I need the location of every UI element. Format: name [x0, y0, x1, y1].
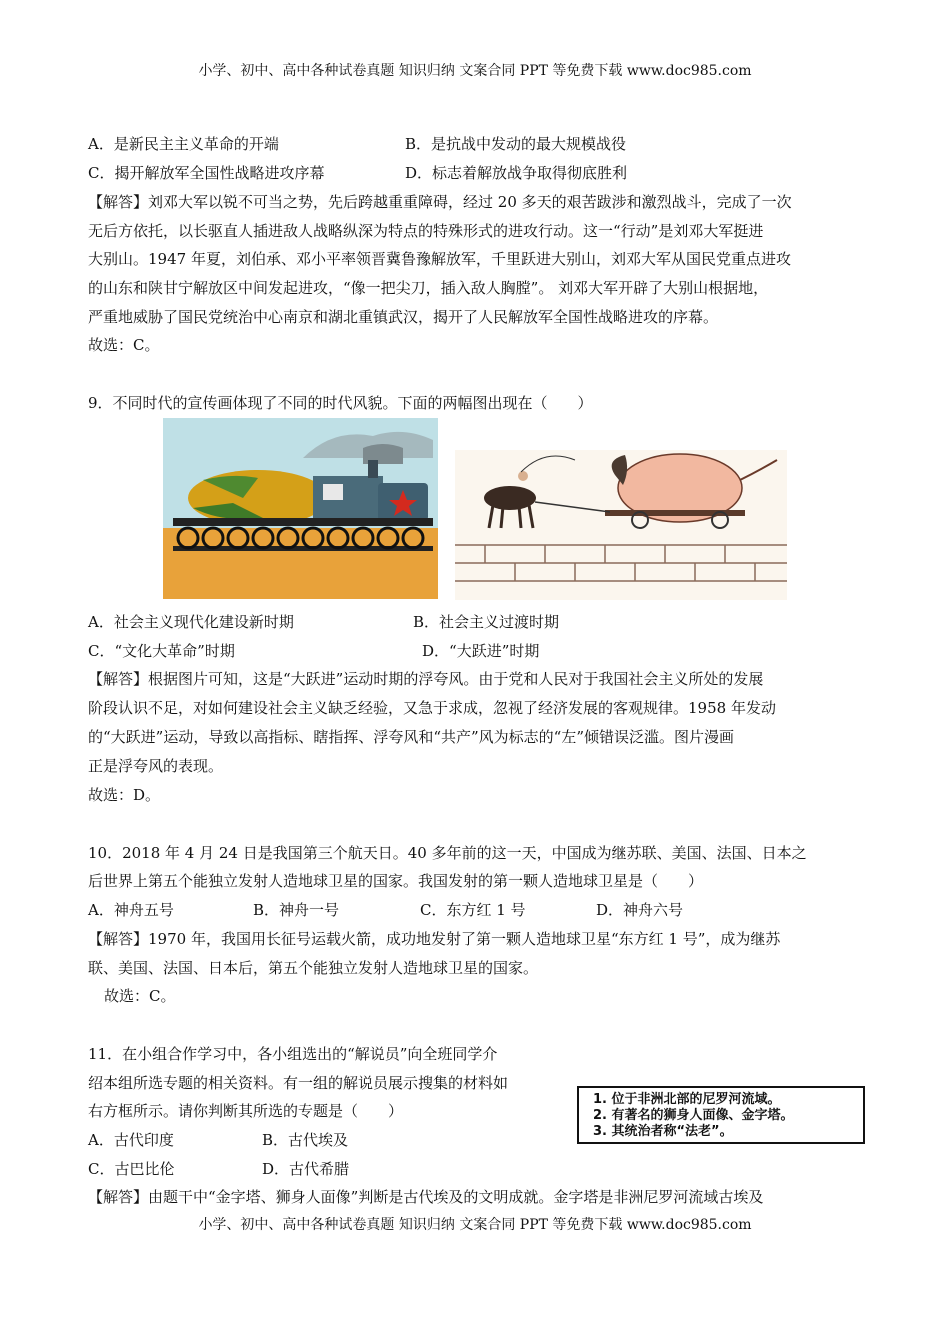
q10-choice: 故选：C。: [104, 987, 176, 1005]
q8-answer-line-3: 大别山。1947 年夏，刘伯承、邓小平率领晋冀鲁豫解放军，千里跃进大别山，刘邓大军从国民党重点进攻: [88, 250, 791, 268]
q8-option-a: A．是新民主主义革命的开端: [88, 135, 279, 153]
q9-answer-line-3: 的“大跃进”运动，导致以高指标、瞎指挥、浮夸风和“共产”风为标志的“左”倾错误泛滥。图片漫画: [88, 728, 735, 746]
ox-cart-cartoon: [455, 450, 787, 600]
q8-answer-line-5: 严重地威胁了国民党统治中心南京和湖北重镇武汉，揭开了人民解放军全国性战略进攻的序幕。: [88, 308, 719, 326]
q9-stem: 9．不同时代的宣传画体现了不同的时代风貌。下面的两幅图出现在（ ）: [88, 394, 593, 412]
q9-option-d: D．“大跃进”时期: [422, 642, 540, 660]
q8-option-c: C．揭开解放军全国性战略进攻序幕: [88, 164, 325, 182]
q10-stem-line-2: 后世界上第五个能独立发射人造地球卫星的国家。我国发射的第一颗人造地球卫星是（ ）: [88, 872, 704, 890]
q10-option-d: D．神舟六号: [596, 901, 684, 919]
q8-option-b: B．是抗战中发动的最大规模战役: [405, 135, 627, 153]
q10-option-a: A．神舟五号: [88, 901, 174, 919]
q11-option-d: D．古代希腊: [262, 1160, 350, 1178]
q11-stem-line-3: 右方框所示。请你判断其所选的专题是（ ）: [88, 1102, 404, 1120]
q10-answer-line-2: 联、美国、法国、日本后，第五个能独立发射人造地球卫星的国家。: [88, 959, 539, 977]
page-footer: 小学、初中、高中各种试卷真题 知识归纳 文案合同 PPT 等免费下载 www.doc985.com: [198, 1217, 752, 1233]
q9-option-c: C．“文化大革命”时期: [88, 642, 235, 660]
q9-option-b: B．社会主义过渡时期: [413, 613, 560, 631]
q11-box-item-2: 2. 有著名的狮身人面像、金字塔。: [593, 1108, 794, 1123]
q9-answer-line-1: 【解答】根据图片可知，这是“大跃进”运动时期的浮夸风。由于党和人民对于我国社会主义所处的发展: [88, 670, 764, 688]
q9-choice: 故选：D。: [88, 786, 161, 804]
q11-box-item-1: 1. 位于非洲北部的尼罗河流域。: [593, 1092, 781, 1107]
q11-stem-line-1: 11．在小组合作学习中，各小组选出的“解说员”向全班同学介: [88, 1045, 498, 1063]
q11-answer-line-1: 【解答】由题干中“金字塔、狮身人面像”判断是古代埃及的文明成就。金字塔是非洲尼罗河流域古埃及: [88, 1188, 764, 1206]
q10-option-b: B．神舟一号: [253, 901, 340, 919]
q8-answer-line-1: 【解答】刘邓大军以锐不可当之势，先后跨越重重障碍，经过 20 多天的艰苦跋涉和激烈战斗，完成了一次: [88, 193, 792, 211]
q10-option-c: C．东方红 1 号: [420, 901, 526, 919]
corn-train-poster: [163, 418, 438, 599]
q11-option-b: B．古代埃及: [262, 1131, 349, 1149]
q8-option-d: D．标志着解放战争取得彻底胜利: [405, 164, 628, 182]
q11-material-box: [577, 1086, 865, 1144]
q10-answer-line-1: 【解答】1970 年，我国用长征号运载火箭，成功地发射了第一颗人造地球卫星“东方红 1 号”，成为继苏: [88, 930, 781, 948]
q10-stem-line-1: 10．2018 年 4 月 24 日是我国第三个航天日。40 多年前的这一天，中国成为继苏联、美国、法国、日本之: [88, 844, 807, 862]
q8-choice: 故选：C。: [88, 336, 160, 354]
q11-option-c: C．古巴比伦: [88, 1160, 175, 1178]
q11-stem-line-2: 绍本组所选专题的相关资料。有一组的解说员展示搜集的材料如: [88, 1074, 509, 1092]
q11-box-item-3: 3. 其统治者称“法老”。: [593, 1124, 733, 1139]
page-header: 小学、初中、高中各种试卷真题 知识归纳 文案合同 PPT 等免费下载 www.doc985.com: [198, 63, 752, 79]
q9-answer-line-4: 正是浮夸风的表现。: [88, 757, 224, 775]
q8-answer-line-2: 无后方依托，以长驱直人插进敌人战略纵深为特点的特殊形式的进攻行动。这一“行动”是刘邓大军挺进: [88, 222, 764, 240]
q11-option-a: A．古代印度: [88, 1131, 174, 1149]
q9-answer-line-2: 阶段认识不足，对如何建设社会主义缺乏经验，又急于求成，忽视了经济发展的客观规律。1958 年发动: [88, 699, 776, 717]
q8-answer-line-4: 的山东和陕甘宁解放区中间发起进攻，“像一把尖刀，插入敌人胸膛”。 刘邓大军开辟了大别山根据地，: [88, 279, 769, 297]
q9-option-a: A．社会主义现代化建设新时期: [88, 613, 294, 631]
